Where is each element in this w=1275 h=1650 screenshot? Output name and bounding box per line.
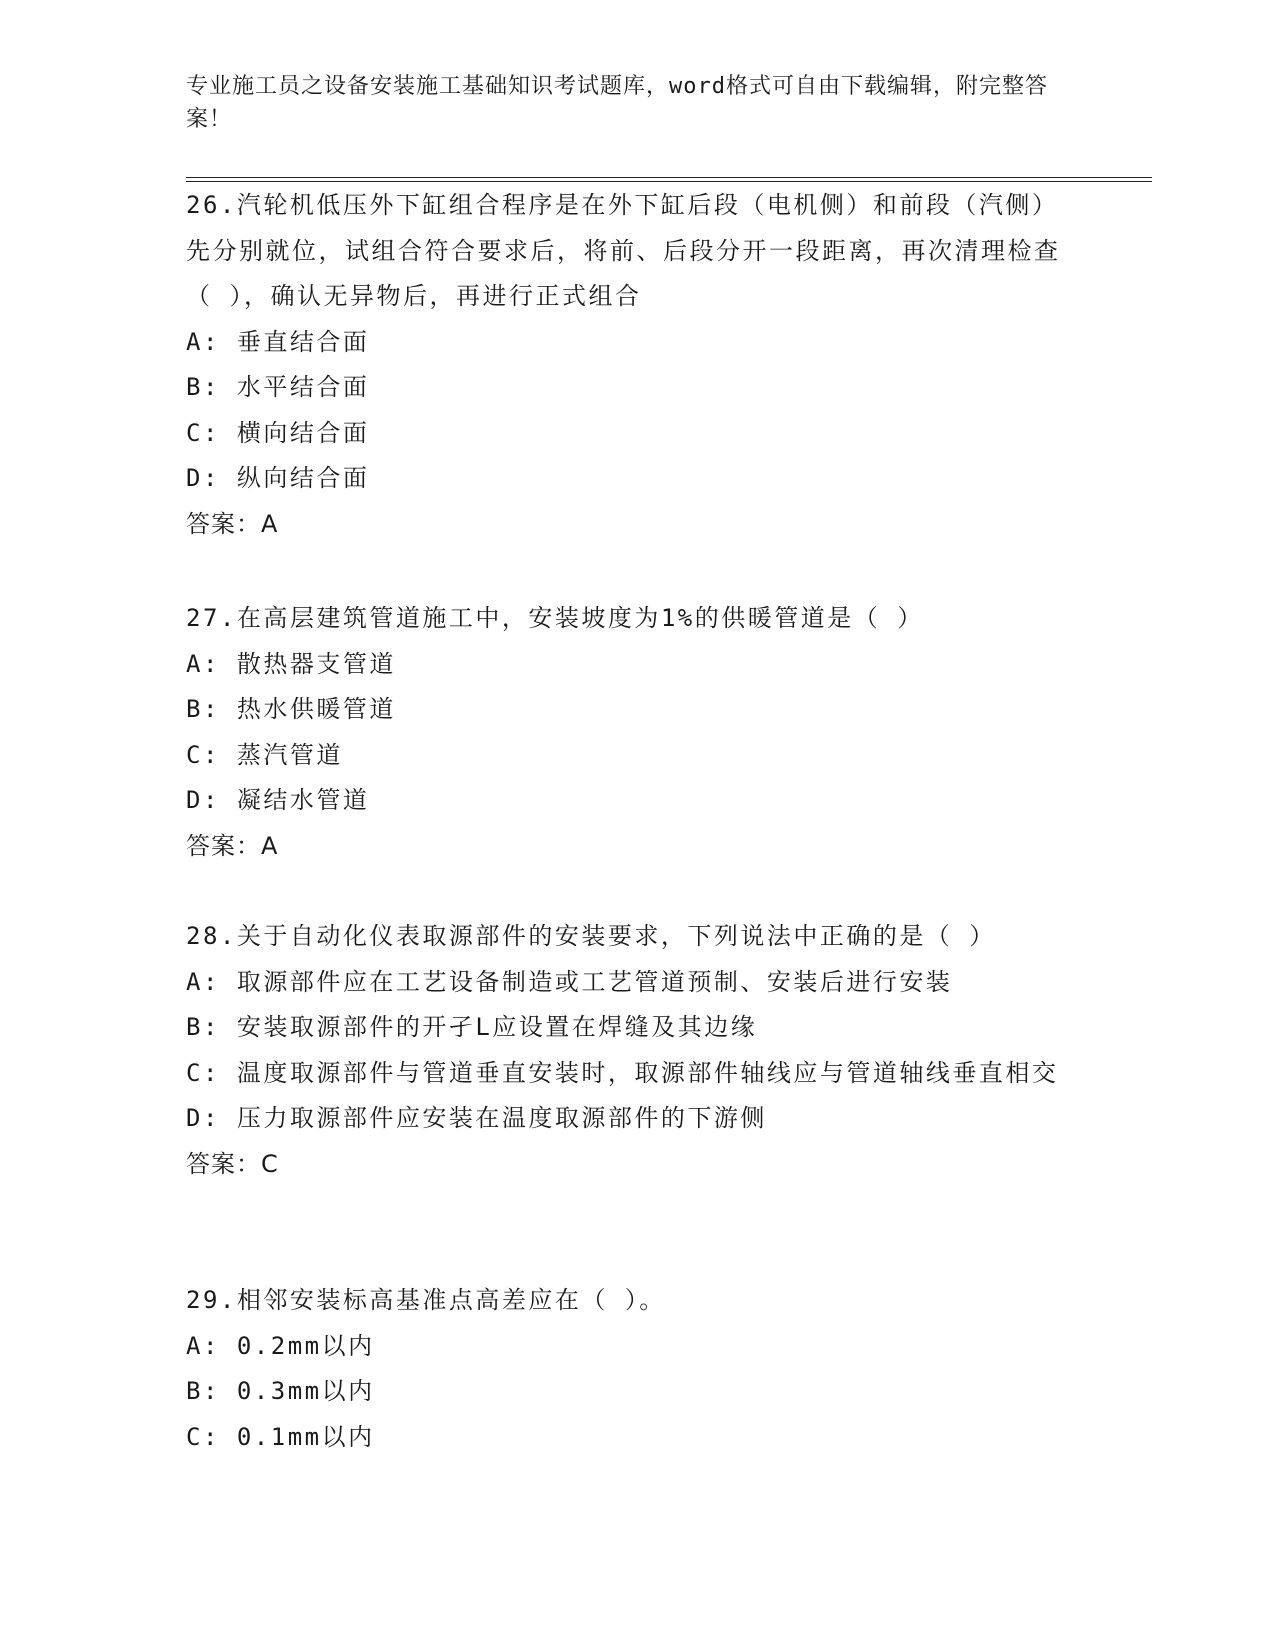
question-stem: 26.汽轮机低压外下缸组合程序是在外下缸后段（电机侧）和前段（汽侧）先分别就位，试组合符合要求后，将前、后段分开一段距离，再次清理检查（ ），确认无异物后，再进行正式组合 — [186, 191, 1061, 310]
option-d: D: 纵向结合面 — [186, 464, 370, 492]
option-d: D: 凝结水管道 — [186, 786, 370, 814]
option-a: A: 取源部件应在工艺设备制造或工艺管道预制、安装后进行安装 — [186, 967, 953, 996]
answer-line: 答案：A — [186, 509, 279, 538]
answer-line: 答案：C — [186, 1149, 279, 1178]
option-c: C: 0.1mm以内 — [186, 1422, 375, 1451]
option-d: D: 压力取源部件应安装在温度取源部件的下游侧 — [186, 1104, 767, 1132]
option-c: C: 横向结合面 — [186, 418, 370, 447]
question-26 — [186, 183, 1066, 547]
option-b: B: 水平结合面 — [186, 373, 370, 401]
header-text: 专业施工员之设备安装施工基础知识考试题库，word格式可自由下载编辑，附完整答案！ — [186, 74, 1048, 132]
option-c: C: 温度取源部件与管道垂直安装时，取源部件轴线应与管道轴线垂直相交 — [186, 1058, 1059, 1087]
question-27 — [186, 596, 1066, 869]
question-28 — [186, 914, 1066, 1187]
question-29 — [186, 1278, 1066, 1460]
option-a: A: 垂直结合面 — [186, 327, 370, 356]
document-header — [186, 70, 1066, 136]
option-c: C: 蒸汽管道 — [186, 740, 343, 769]
option-a: A: 散热器支管道 — [186, 649, 396, 678]
option-b: B: 安装取源部件的开孑L应设置在焊缝及其边缘 — [186, 1013, 758, 1041]
option-b: B: 0.3mm以内 — [186, 1377, 375, 1405]
option-a: A: 0.2mm以内 — [186, 1331, 375, 1360]
question-stem: 28.关于自动化仪表取源部件的安装要求，下列说法中正确的是（ ） — [186, 922, 996, 950]
question-stem: 29.相邻安装标高基准点高差应在（ ）。 — [186, 1286, 666, 1314]
header-divider — [186, 177, 1152, 182]
question-stem: 27.在高层建筑管道施工中，安装坡度为1%的供暖管道是（ ） — [186, 604, 924, 632]
answer-line: 答案：A — [186, 831, 279, 860]
option-b: B: 热水供暖管道 — [186, 695, 396, 723]
